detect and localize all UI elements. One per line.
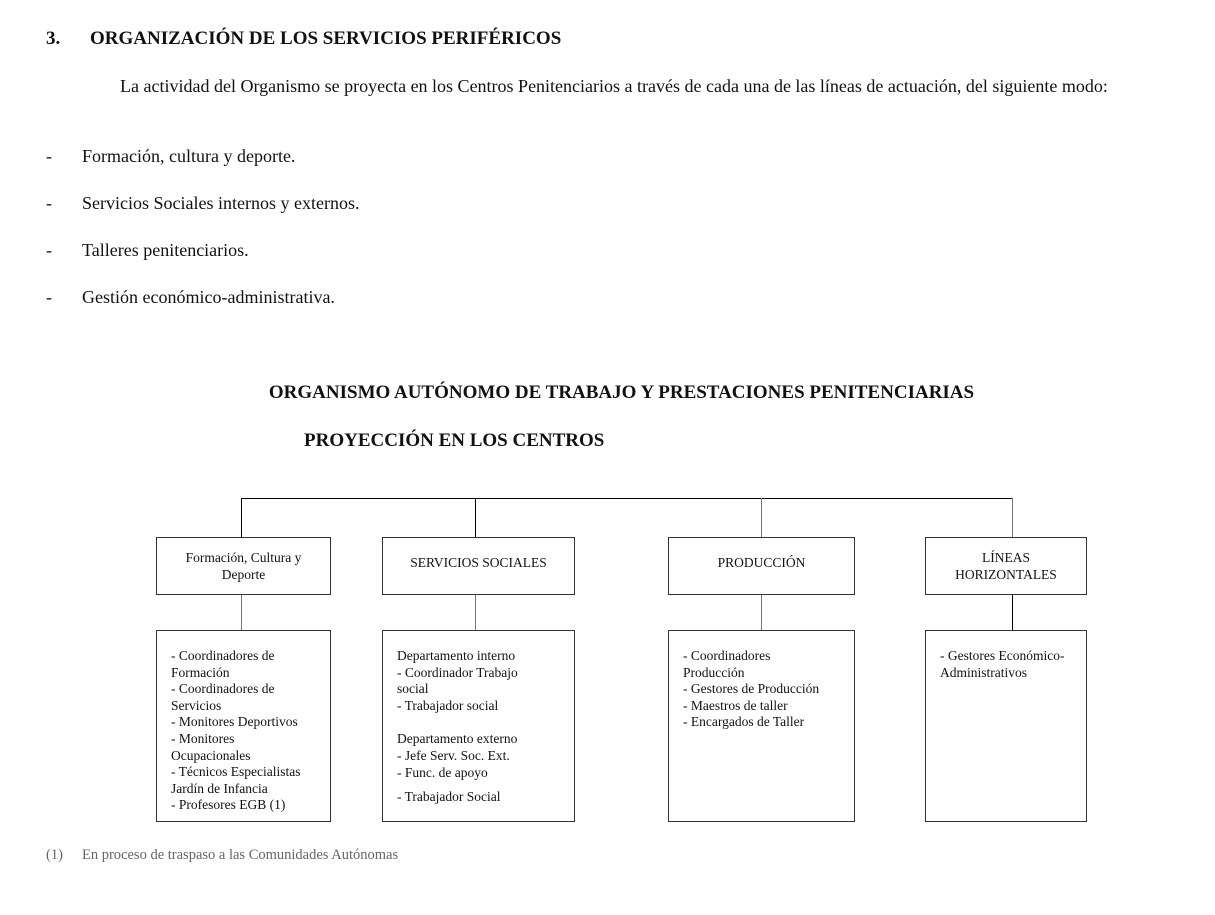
- org-detail-produccion: [668, 630, 855, 822]
- detail-line: - Profesores EGB (1): [171, 797, 286, 813]
- box-label: LÍNEAS: [981, 550, 1030, 565]
- chart-subtitle: PROYECCIÓN EN LOS CENTROS: [304, 430, 605, 451]
- org-detail-servicios-sociales: [382, 630, 575, 822]
- detail-line: Administrativos: [940, 664, 1027, 680]
- list-item: [46, 287, 335, 308]
- detail-line: Jardín de Infancia: [171, 780, 268, 796]
- detail-line: - Maestros de taller: [683, 697, 788, 713]
- detail-line: Producción: [683, 664, 745, 680]
- list-item-text: Formación, cultura y deporte.: [82, 146, 296, 166]
- org-box-servicios-sociales: [382, 537, 575, 595]
- detail-line: Departamento interno: [397, 648, 516, 663]
- detail-line: - Gestores de Producción: [683, 681, 820, 697]
- list-item: [46, 146, 295, 167]
- list-dash: -: [46, 146, 52, 166]
- detail-line: - Jefe Serv. Soc. Ext.: [397, 747, 510, 763]
- detail-line: Servicios: [171, 697, 222, 713]
- org-box-formacion: [156, 537, 331, 595]
- connector-col2: [475, 498, 476, 538]
- detail-line: Formación: [171, 664, 230, 680]
- list-dash: -: [46, 193, 52, 213]
- detail-line: - Técnicos Especialistas: [171, 764, 301, 780]
- footnote-text: En proceso de traspaso a las Comunidades Autónomas: [82, 847, 399, 863]
- detail-line: - Coordinadores de: [171, 681, 275, 697]
- footnote-mark: (1): [46, 847, 63, 863]
- org-top-connector: [241, 498, 1013, 499]
- detail-line: - Coordinadores: [683, 648, 771, 663]
- list-item-text: Talleres penitenciarios.: [82, 240, 249, 260]
- detail-line: - Trabajador social: [397, 697, 499, 713]
- section-number: 3.: [46, 28, 61, 49]
- detail-line: - Monitores: [171, 730, 235, 746]
- connector-col3: [761, 498, 762, 538]
- detail-line: - Coordinadores de: [171, 648, 275, 663]
- org-detail-formacion: [156, 630, 331, 822]
- list-item-text: Gestión económico-administrativa.: [82, 287, 335, 307]
- detail-line: - Func. de apoyo: [397, 764, 488, 780]
- detail-line: social: [397, 681, 429, 697]
- detail-line: Ocupacionales: [171, 747, 251, 763]
- connector-col4-body: [1012, 594, 1013, 631]
- chart-title: ORGANISMO AUTÓNOMO DE TRABAJO Y PRESTACIONES PENITENCIARIAS: [268, 382, 975, 403]
- org-detail-lineas-horizontales: [925, 630, 1087, 822]
- connector-col2-body: [475, 594, 476, 631]
- detail-line: - Coordinador Trabajo: [397, 664, 518, 680]
- box-label: Formación, Cultura y: [185, 550, 302, 565]
- detail-line: - Monitores Deportivos: [171, 714, 298, 730]
- connector-col1-body: [241, 594, 242, 631]
- detail-line: Departamento externo: [397, 731, 518, 747]
- connector-col4: [1012, 498, 1013, 538]
- section-heading: [46, 28, 561, 50]
- list-item: [46, 240, 249, 261]
- box-label: SERVICIOS SOCIALES: [410, 555, 547, 570]
- box-label: Deporte: [221, 567, 266, 582]
- intro-paragraph: La actividad del Organismo se proyecta en los Centros Penitenciarios a través de cada una de las líneas de actuación, del siguiente modo:: [120, 76, 1108, 96]
- section-title: ORGANIZACIÓN DE LOS SERVICIOS PERIFÉRICOS: [90, 28, 562, 49]
- org-box-lineas-horizontales: [925, 537, 1087, 595]
- list-item: [46, 193, 359, 214]
- box-label: HORIZONTALES: [955, 567, 1057, 582]
- detail-line: - Trabajador Social: [397, 789, 501, 805]
- connector-col1: [241, 498, 242, 538]
- box-label: PRODUCCIÓN: [717, 555, 806, 570]
- detail-line: - Encargados de Taller: [683, 714, 805, 730]
- list-dash: -: [46, 240, 52, 260]
- list-item-text: Servicios Sociales internos y externos.: [82, 193, 360, 213]
- connector-col3-body: [761, 594, 762, 631]
- list-dash: -: [46, 287, 52, 307]
- detail-line: - Gestores Económico-: [940, 648, 1065, 663]
- footnote: [46, 847, 398, 864]
- org-box-produccion: [668, 537, 855, 595]
